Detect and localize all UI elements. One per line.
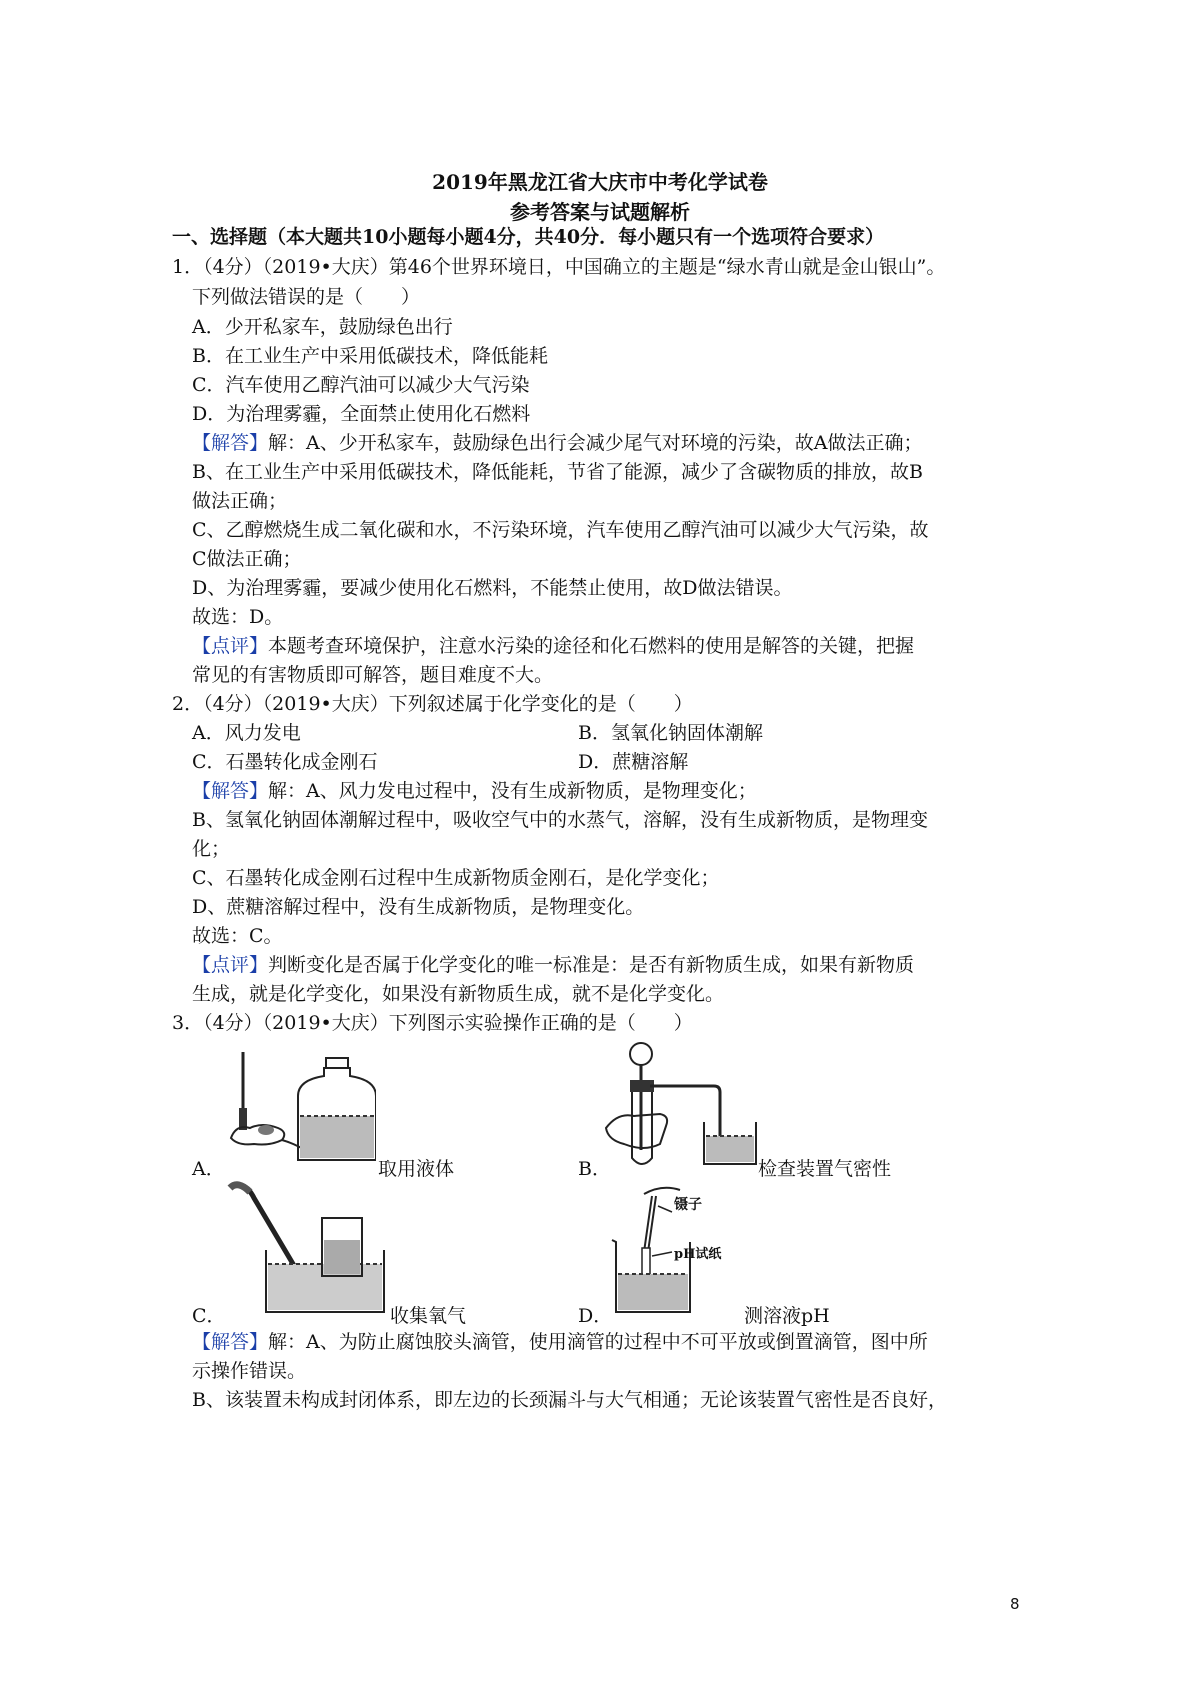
q1-answer-line4: C、乙醇燃烧生成二氧化碳和水，不污染环境，汽车使用乙醇汽油可以减少大气污染，故 [192,519,929,541]
q1-answer-line2: B、在工业生产中采用低碳技术，降低能耗，节省了能源，减少了含碳物质的排放，故B [192,461,923,483]
q2-comment-line1: 【点评】判断变化是否属于化学变化的唯一标准是：是否有新物质生成，如果有新物质 [192,954,915,976]
figure-b-caption: 检查装置气密性 [758,1158,892,1180]
q2-option-a: A．风力发电 [192,722,301,744]
figure-c-caption: 收集氧气 [390,1305,467,1327]
q2-stem: 2．（4分）（2019•大庆）下列叙述属于化学变化的是（ ） [172,693,693,715]
q2-answer-line4: C、石墨转化成金刚石过程中生成新物质金刚石，是化学变化； [192,867,720,889]
q2-answer-line3: 化； [192,838,231,860]
q1-stem-line2: 下列做法错误的是（ ） [192,286,421,308]
document-subtitle: 参考答案与试题解析 [510,200,690,224]
q1-answer-line3: 做法正确； [192,490,288,512]
q2-answer-line5: D、蔗糖溶解过程中，没有生成新物质，是物理变化。 [192,896,645,918]
figure-a-take-liquid [226,1048,376,1168]
q2-option-d: D．蔗糖溶解 [578,751,689,773]
q2-answer-line2: B、氢氧化钠固体潮解过程中，吸收空气中的水蒸气，溶解，没有生成新物质，是物理变 [192,809,928,831]
q1-option-d: D．为治理雾霾，全面禁止使用化石燃料 [192,403,531,425]
q2-answer-line1: 【解答】解：A、风力发电过程中，没有生成新物质，是物理变化； [192,780,757,802]
q1-answer-line7: 故选：D。 [192,606,284,628]
comment-tag: 【点评】 [192,635,269,657]
q2-option-b: B．氢氧化钠固体潮解 [578,722,763,744]
q1-option-b: B．在工业生产中采用低碳技术，降低能耗 [192,345,548,367]
figure-a-letter: A． [192,1158,225,1180]
tweezers-label: 镊子 [674,1197,702,1213]
q1-answer-line1: 【解答】解：A、少开私家车，鼓励绿色出行会减少尾气对环境的污染，故A做法正确； [192,432,923,454]
q3-answer-line3: B、该装置未构成封闭体系，即左边的长颈漏斗与大气相通；无论该装置气密性是否良好， [192,1389,947,1411]
page-number: 8 [1010,1595,1020,1613]
answer-tag: 【解答】 [192,780,269,802]
q3-answer-line2: 示操作错误。 [192,1360,307,1382]
figure-b-airtightness [604,1040,764,1172]
q1-answer-line6: D、为治理雾霾，要减少使用化石燃料，不能禁止使用，故D做法错误。 [192,577,793,599]
figure-c-collect-oxygen [226,1178,386,1320]
q2-answer-line6: 故选：C。 [192,925,283,947]
figure-a-caption: 取用液体 [378,1158,455,1180]
answer-tag: 【解答】 [192,1331,269,1353]
figure-b-letter: B． [578,1158,611,1180]
q2-comment-line2: 生成，就是化学变化，如果没有新物质生成，就不是化学变化。 [192,983,725,1005]
comment-tag: 【点评】 [192,954,269,976]
ph-paper-label: pH试纸 [674,1247,722,1262]
q3-answer-line1: 【解答】解：A、为防止腐蚀胶头滴管，使用滴管的过程中不可平放或倒置滴管，图中所 [192,1331,928,1353]
section-heading: 一、选择题（本大题共10小题每小题4分，共40分．每小题只有一个选项符合要求） [172,226,885,248]
q2-option-c: C．石墨转化成金刚石 [192,751,378,773]
q1-option-c: C．汽车使用乙醇汽油可以减少大气污染 [192,374,530,396]
q1-comment-line2: 常见的有害物质即可解答，题目难度不大。 [192,664,554,686]
answer-tag: 【解答】 [192,432,269,454]
figure-d-caption: 测溶液pH [744,1305,830,1327]
q1-answer-line5: C做法正确； [192,548,302,570]
q1-stem: 1．（4分）（2019•大庆）第46个世界环境日，中国确立的主题是“绿水青山就是金山银山”。 [172,256,946,278]
q1-option-a: A．少开私家车，鼓励绿色出行 [192,316,453,338]
document-title: 2019年黑龙江省大庆市中考化学试卷 [432,170,768,194]
q3-stem: 3．（4分）（2019•大庆）下列图示实验操作正确的是（ ） [172,1012,693,1034]
figure-c-letter: C． [192,1305,226,1327]
figure-d-letter: D． [578,1305,613,1327]
q1-comment-line1: 【点评】本题考查环境保护，注意水污染的途径和化石燃料的使用是解答的关键，把握 [192,635,915,657]
